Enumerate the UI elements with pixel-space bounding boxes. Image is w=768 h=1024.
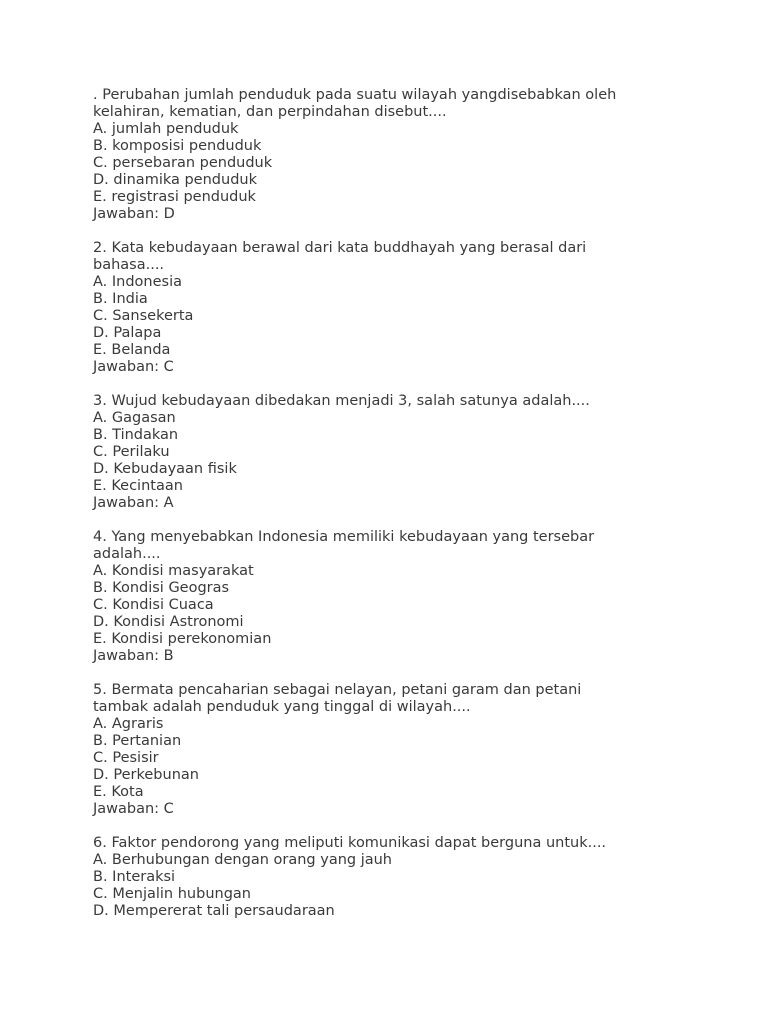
- option-c: C. Pesisir: [93, 750, 159, 766]
- option-e: E. registrasi penduduk: [93, 189, 256, 205]
- option-b: B. India: [93, 291, 148, 307]
- question-stem: 6. Faktor pendorong yang meliputi komunikasi dapat berguna untuk....: [93, 835, 607, 851]
- option-d: D. Kondisi Astronomi: [93, 614, 244, 630]
- question-stem: tambak adalah penduduk yang tinggal di wilayah....: [93, 699, 471, 715]
- option-c: C. persebaran penduduk: [93, 155, 273, 171]
- option-d: D. Perkebunan: [93, 767, 199, 783]
- document-page: [93, 87, 693, 937]
- question-stem: 4. Yang menyebabkan Indonesia memiliki kebudayaan yang tersebar: [93, 529, 595, 545]
- answer-line: Jawaban: C: [93, 801, 174, 817]
- question-4: [93, 529, 693, 665]
- answer-line: Jawaban: C: [93, 359, 174, 375]
- option-e: E. Belanda: [93, 342, 171, 358]
- question-stem: kelahiran, kematian, dan perpindahan disebut....: [93, 104, 447, 120]
- option-e: E. Kondisi perekonomian: [93, 631, 272, 647]
- option-a: A. Indonesia: [93, 274, 183, 290]
- option-a: A. Berhubungan dengan orang yang jauh: [93, 852, 392, 868]
- option-d: D. dinamika penduduk: [93, 172, 257, 188]
- option-c: C. Kondisi Cuaca: [93, 597, 214, 613]
- question-3: [93, 393, 693, 512]
- option-c: C. Perilaku: [93, 444, 170, 460]
- option-a: A. Gagasan: [93, 410, 176, 426]
- option-d: D. Mempererat tali persaudaraan: [93, 903, 335, 919]
- question-stem: bahasa....: [93, 257, 165, 273]
- question-stem: 5. Bermata pencaharian sebagai nelayan, petani garam dan petani: [93, 682, 582, 698]
- question-2: [93, 240, 693, 376]
- question-5: [93, 682, 693, 818]
- option-b: B. komposisi penduduk: [93, 138, 262, 154]
- answer-line: Jawaban: A: [93, 495, 174, 511]
- question-stem: . Perubahan jumlah penduduk pada suatu wilayah yangdisebabkan oleh: [93, 87, 617, 103]
- option-d: D. Palapa: [93, 325, 162, 341]
- answer-line: Jawaban: D: [93, 206, 175, 222]
- question-stem: 2. Kata kebudayaan berawal dari kata buddhayah yang berasal dari: [93, 240, 587, 256]
- answer-line: Jawaban: B: [93, 648, 174, 664]
- option-a: A. Kondisi masyarakat: [93, 563, 254, 579]
- option-c: C. Menjalin hubungan: [93, 886, 251, 902]
- option-b: B. Kondisi Geogras: [93, 580, 230, 596]
- option-d: D. Kebudayaan fisik: [93, 461, 237, 477]
- option-b: B. Interaksi: [93, 869, 176, 885]
- option-c: C. Sansekerta: [93, 308, 194, 324]
- question-6: [93, 835, 693, 920]
- option-e: E. Kecintaan: [93, 478, 183, 494]
- option-e: E. Kota: [93, 784, 144, 800]
- question-stem: 3. Wujud kebudayaan dibedakan menjadi 3, salah satunya adalah....: [93, 393, 590, 409]
- question-1: [93, 87, 693, 223]
- option-a: A. Agraris: [93, 716, 164, 732]
- option-b: B. Pertanian: [93, 733, 182, 749]
- question-stem: adalah....: [93, 546, 161, 562]
- option-a: A. jumlah penduduk: [93, 121, 239, 137]
- option-b: B. Tindakan: [93, 427, 179, 443]
